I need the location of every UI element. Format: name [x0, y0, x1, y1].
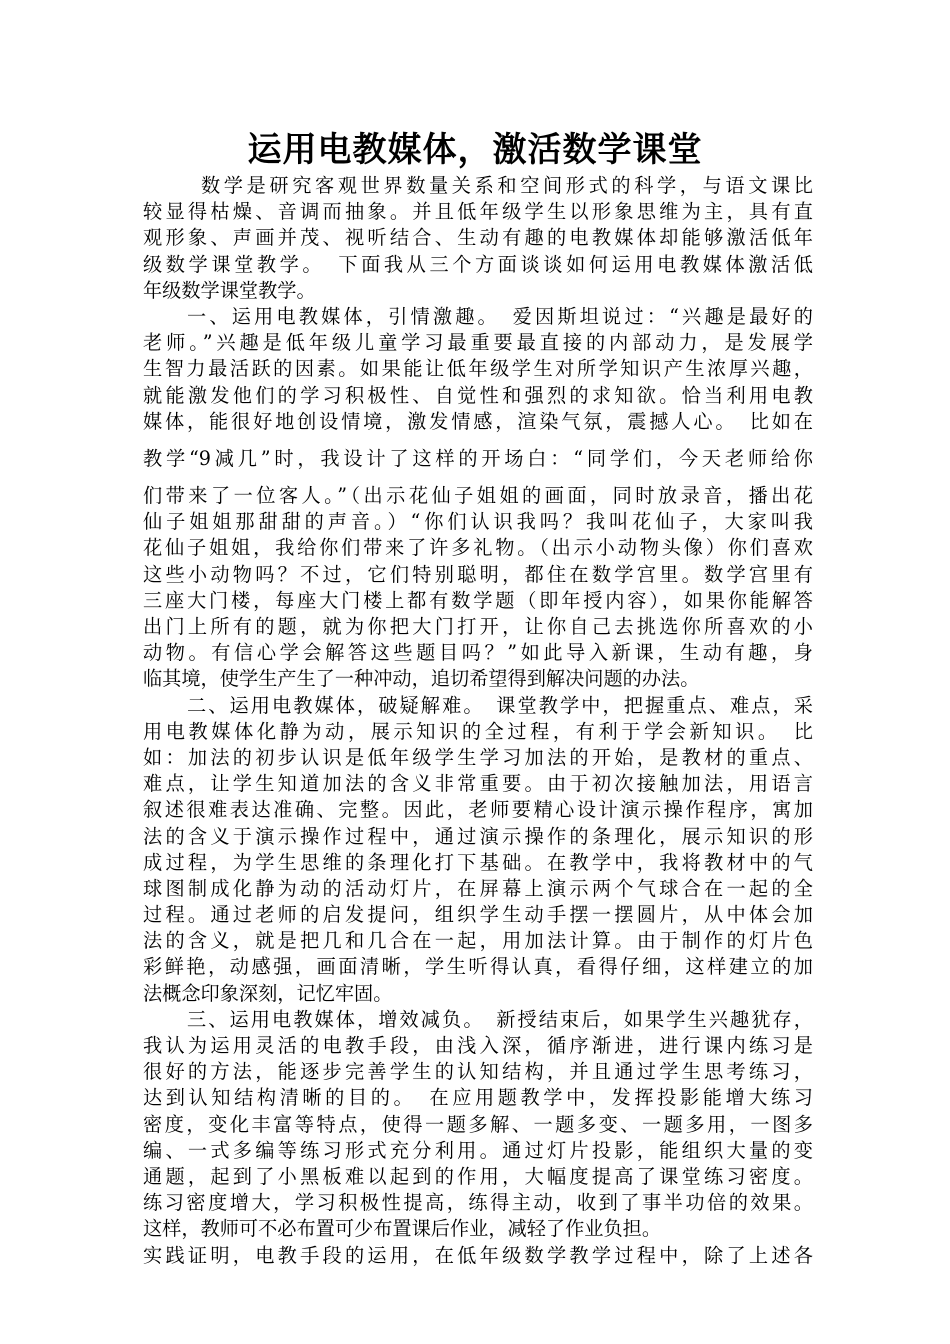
text-line: 叙述很难表达准确、完整。因此，老师要精心设计演示操作程序，寓加	[143, 798, 813, 822]
text-line: 临其境，使学生产生了一种冲动，追切希望得到解决问题的办法。	[143, 667, 700, 691]
text-line: 实践证明，电教手段的运用，在低年级数学教学过程中，除了上述各	[143, 1243, 813, 1267]
text-line: 过程。通过老师的启发提问，组织学生动手摆一摆圆片，从中体会加	[143, 903, 813, 927]
text-line: 出门上所有的题，就为你把大门打开，让你自己去挑选你所喜欢的小	[143, 615, 813, 638]
text-line: 球图制成化静为动的活动灯片，在屏幕上演示两个气球合在一起的全	[143, 876, 813, 900]
text-line: 年级数学课堂教学。	[143, 278, 316, 302]
text-line: 一、运用电教媒体，引情激趣。 爱因斯坦说过：“兴趣是最好的	[187, 304, 813, 328]
text-line: 三座大门楼，每座大门楼上都有数学题（即年授内容），如果你能解答	[143, 588, 813, 612]
text-line: 仙子姐姐那甜甜的声音。）“你们认识我吗？我叫花仙子，大家叫我	[143, 510, 813, 534]
text-line: 彩鲜艳，动感强，画面清晰，学生听得认真，看得仔细，这样建立的加	[143, 955, 813, 979]
document-title: 运用电教媒体，激活数学课堂	[247, 130, 703, 170]
text-line: 难点，让学生知道加法的含义非常重要。由于初次接触加法，用语言	[143, 772, 813, 796]
text-line: 媒体，能很好地创设情境，激发情感，渲染气氛，震撼人心。 比如在	[143, 409, 813, 433]
text-line: 成过程，为学生思维的条理化打下基础。在教学中，我将教材中的气	[143, 850, 813, 874]
text-line: 们带来了一位客人。”（出示花仙子姐姐的画面，同时放录音，播出花	[143, 484, 813, 508]
text-line: 动物。有信心学会解答这些题目吗？”如此导入新课，生动有趣，身	[143, 641, 813, 665]
text-line: 这样，教师可不必布置可少布置课后作业，减轻了作业负担。	[143, 1217, 662, 1241]
text-line: 练习密度增大，学习积极性提高，练得主动，收到了事半功倍的效果。	[143, 1191, 813, 1215]
text-line: 法的含义，就是把几和几合在一起，用加法计算。由于制作的灯片色	[143, 929, 813, 953]
text-line: 观形象、声画并茂、视听结合、生动有趣的电教媒体却能够激活低年	[143, 226, 813, 250]
text-line: 用电教媒体化静为动，展示知识的全过程，有利于学会新知识。 比	[143, 719, 813, 743]
text-line: 我认为运用灵活的电教手段，由浅入深，循序渐进，进行课内练习是	[143, 1034, 813, 1057]
text-line: 如：加法的初步认识是低年级学生学习加法的开始，是教材的重点、	[143, 745, 813, 769]
text-line: 密度，变化丰富等特点，使得一题多解、一题多变、一题多用，一图多	[143, 1112, 813, 1136]
text-line: 这些小动物吗？不过，它们特别聪明，都住在数学宫里。数学宫里有	[143, 562, 813, 586]
text-line: 三、运用电教媒体，增效减负。 新授结束后，如果学生兴趣犹存，	[187, 1007, 813, 1031]
text-line: 老师。”兴趣是低年级儿童学习最重要最直接的内部动力，是发展学	[143, 331, 813, 355]
text-line: 较显得枯燥、音调而抽象。并且低年级学生以形象思维为主，具有直	[143, 200, 813, 224]
text-line: 达到认知结构清晰的目的。 在应用题教学中，发挥投影能增大练习	[143, 1086, 813, 1110]
text-line: 通题，起到了小黑板难以起到的作用，大幅度提高了课堂练习密度。	[143, 1164, 813, 1188]
text-line: 二、运用电教媒体，破疑解难。 课堂教学中，把握重点、难点，采	[187, 693, 813, 717]
text-line: 就能激发他们的学习积极性、自觉性和强烈的求知欲。恰当利用电教	[143, 383, 813, 407]
text-line: 数学是研究客观世界数量关系和空间形式的科学，与语文课比	[201, 174, 813, 197]
text-line: 法的含义于演示操作过程中，通过演示操作的条理化，展示知识的形	[143, 824, 813, 848]
text-line: 花仙子姐姐，我给你们带来了许多礼物。（出示小动物头像）你们喜欢	[143, 536, 813, 560]
text-line: 教学“9减几”时，我设计了这样的开场白：“同学们，今天老师给你	[143, 446, 813, 470]
text-line: 编、一式多编等练习形式充分利用。通过灯片投影，能组织大量的变	[143, 1138, 813, 1162]
text-line: 级数学课堂教学。 下面我从三个方面谈谈如何运用电教媒体激活低	[143, 252, 813, 276]
text-line: 很好的方法，能逐步完善学生的认知结构，并且通过学生思考练习，	[143, 1060, 813, 1084]
text-line: 法概念印象深刻，记忆牢固。	[143, 981, 393, 1005]
document-body	[143, 173, 813, 1269]
text-line: 生智力最活跃的因素。如果能让低年级学生对所学知识产生浓厚兴趣，	[143, 357, 813, 381]
